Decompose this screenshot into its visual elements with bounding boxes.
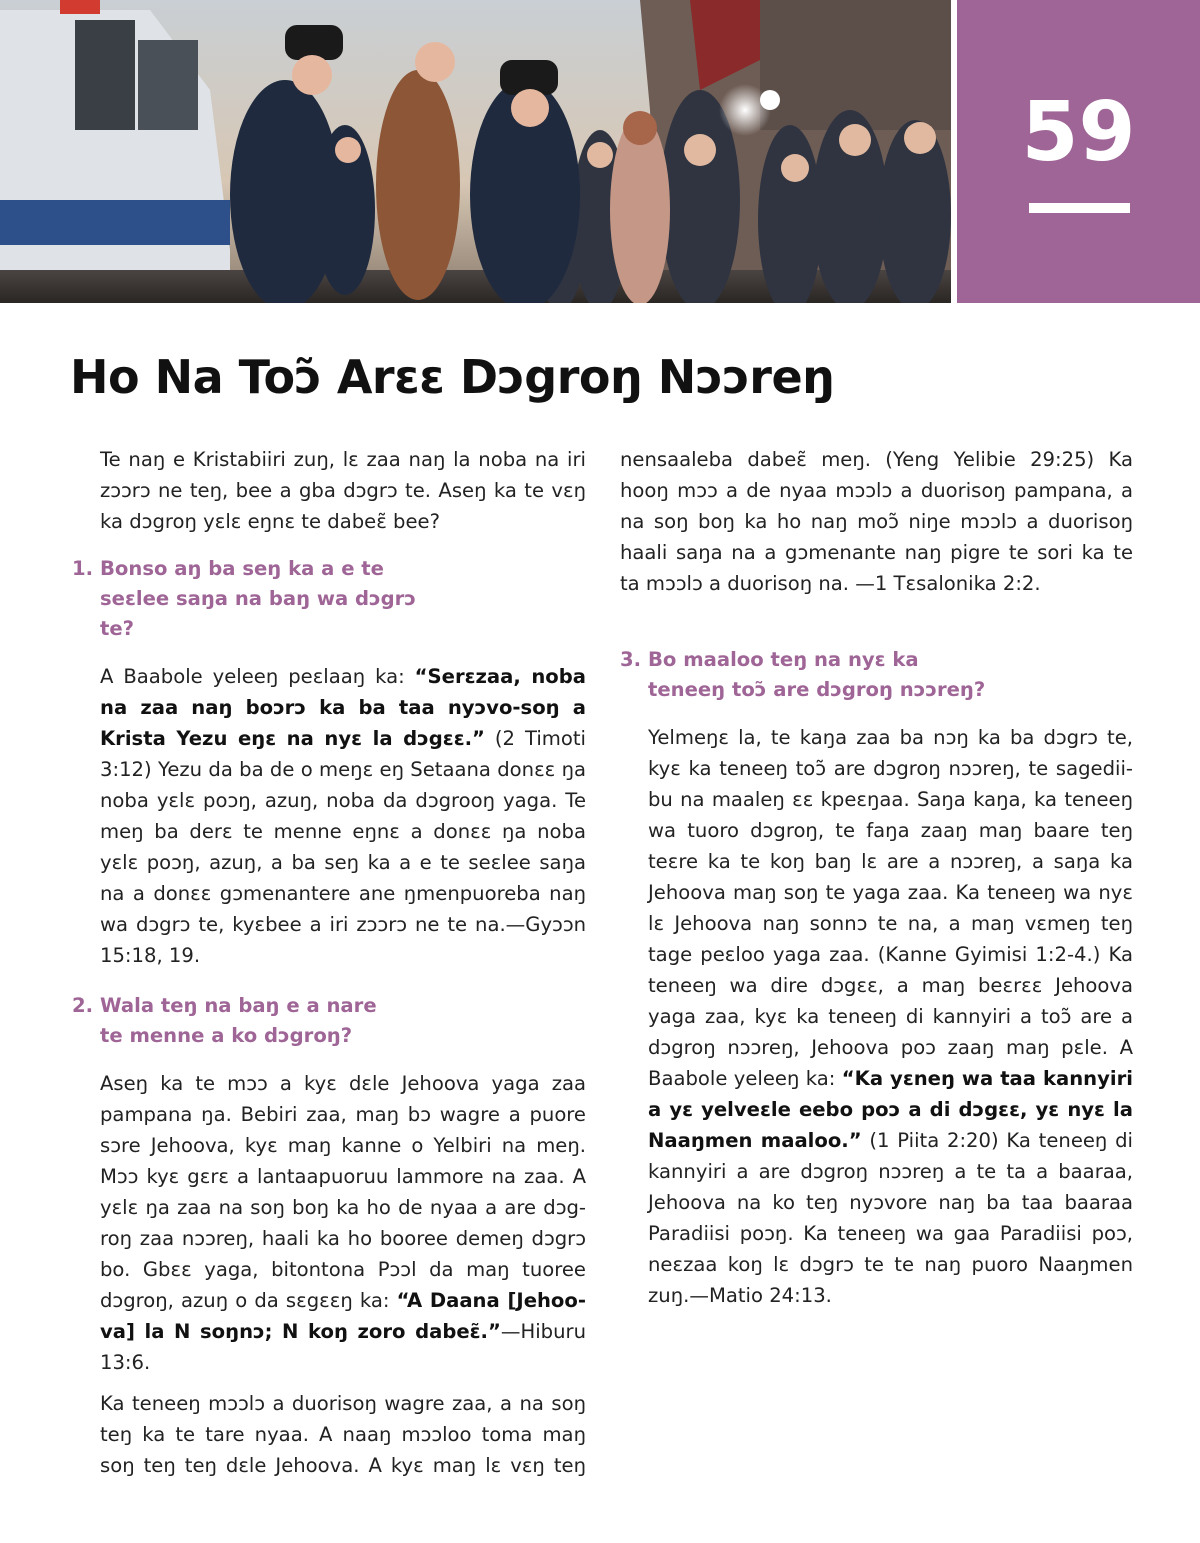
question-3-number: 3. bbox=[620, 648, 642, 671]
section-1-scripture-quote: “Serɛzaa, noba na zaa naŋ boɔrɔ ka ba taa nyɔvo-soŋ a Krista Yezu eŋɛ na nyɛ la dɔgɛɛ.” bbox=[100, 665, 586, 750]
hero-photo-illustration bbox=[0, 0, 951, 303]
question-3-text: Bo maaloo teŋ na nyɛ ka teneeŋ toɔ̃ are dɔgroŋ nɔɔreŋ? bbox=[648, 648, 986, 701]
lesson-number: 59 bbox=[1021, 85, 1136, 180]
section-3-text-b: (1 Piita 2:20) Ka teneeŋ di kannyiri a are dɔgroŋ nɔɔreŋ a te ta a baaraa, Jehoova na ko teŋ nyɔvore naŋ ba taa baaraa Paradiisi poɔŋ. Ka teneeŋ wa gaa Paradiisi poɔ, neɛzaa koŋ lɛ dɔgrɔ te te naŋ puoro Naaŋmen zuŋ.—Matio 24:13. bbox=[648, 1129, 1133, 1307]
question-1-number: 1. bbox=[72, 557, 94, 580]
question-2-text: Wala teŋ na baŋ e a nare te menne a ko dɔgroŋ? bbox=[100, 994, 377, 1047]
section-3-paragraph bbox=[620, 722, 1133, 1311]
section-2-scripture-quote: “A Daana [Jehoova] la N soŋnɔ; N koŋ zoro dabeɛ̃.” bbox=[100, 1289, 586, 1343]
section-1-text-b: (2 Timoti 3:12) Yezu da ba de o meŋɛ eŋ Setaana donɛɛ ŋa noba yɛlɛ poɔŋ, azuŋ, noba da dɔgrooŋ yaga. Te meŋ ba derɛ te menne eŋnɛ a donɛɛ ŋa noba yɛlɛ poɔŋ, azuŋ, a ba seŋ ka a e te seɛlee saŋa na a donɛɛ gɔmenantere ane ŋmenpuoreba naŋ wa dɔgrɔ te, kyɛbee a iri zɔɔrɔ ne te na.—Gyɔɔn 15:18, 19. bbox=[100, 727, 586, 967]
question-2-number: 2. bbox=[72, 994, 94, 1017]
section-2-paragraph-2-continued: nensaaleba dabeɛ̃ meŋ. (Yeng Yelibie 29:25) Ka hooŋ mɔɔ a de nyaa mɔɔlɔ a duorisoŋ pampana, a na soŋ boŋ ka ho naŋ moɔ̃ niŋe mɔɔlɔ a duorisoŋ haali saŋa na a gɔmenante naŋ pigre te sori ka te ta mɔɔlɔ a duorisoŋ na. —1 Tɛsalonika 2:2. bbox=[620, 448, 1133, 595]
section-3-scripture-quote: “Ka yɛneŋ wa taa kannyiri a yɛ yelveɛle eebo poɔ a di dɔgɛɛ, yɛ nyɛ la Naaŋmen maaloo.” bbox=[648, 1067, 1134, 1152]
section-2-paragraph-2: Ka teneeŋ mɔɔlɔ a duorisoŋ wagre zaa, a na soŋ teŋ ka te tare nyaa. A naaŋ mɔɔloo toma maŋ soŋ teŋ teŋ dɛle Jehoova. A kyɛ maŋ lɛ vɛŋ teŋ bbox=[100, 1392, 586, 1477]
section-2-paragraph-2-continued-wrap bbox=[620, 444, 1133, 630]
badge-underline bbox=[1029, 203, 1130, 213]
intro-paragraph: Te naŋ e Kristabiiri zuŋ, lɛ zaa naŋ la noba na iri zɔɔrɔ ne teŋ, bee a gba dɔgrɔ te. Aseŋ ka te vɛŋ ka dɔgroŋ yɛlɛ eŋnɛ te dabeɛ̃ bee? bbox=[100, 448, 586, 533]
section-1-paragraph bbox=[72, 661, 586, 971]
section-2-paragraph bbox=[72, 1068, 586, 1378]
section-2-text-a: Aseŋ ka te mɔɔ a kyɛ dɛle Jehoova yaga zaa pampana ŋa. Bebiri zaa, maŋ bɔ wagre a puore sɔre Jehoova, kyɛ maŋ kanne o Yelbiri na meŋ. Mɔɔ kyɛ gɛrɛ a lantaapuoruu lammore na zaa. A yɛlɛ ŋa zaa na soŋ boŋ ka ho de nyaa a are dɔgroŋ zaa nɔɔreŋ, haali ka ho booree demeŋ dɔgrɔ bo. Gbɛɛ yaga, bitontona Pɔɔl da maŋ tuoree dɔgroŋ, azuŋ o da sɛgɛɛŋ ka: bbox=[100, 1072, 586, 1312]
hero-photo bbox=[0, 0, 951, 303]
right-column bbox=[620, 444, 1133, 1311]
lesson-number-badge bbox=[957, 0, 1200, 303]
question-2 bbox=[72, 991, 586, 1051]
section-3-text-a: Yelmeŋɛ la, te kaŋa zaa ba nɔŋ ka ba dɔgrɔ te, kyɛ ka teneeŋ toɔ̃ are dɔgroŋ nɔɔreŋ, te sagediibu na maaleŋ ɛɛ kpeɛŋaa. Saŋa kaŋa, ka teneeŋ wa tuoro dɔgroŋ, te faŋa zaaŋ maŋ baare teŋ teɛre ka te koŋ baŋ lɛ are a nɔɔreŋ, a saŋa ka Jehoova maŋ soŋ te yaga zaa. Ka teneeŋ wa nyɛ lɛ Jehoova naŋ sonnɔ te na, a maŋ vɛmeŋ teŋ tage peɛloo yaga zaa. (Kanne Gyimisi 1:2-4.) Ka teneeŋ wa dire dɔgɛɛ, a maŋ beɛrɛɛ Jehoova yaga zaa, kyɛ ka teneeŋ di kannyiri a toɔ̃ are a dɔgroŋ nɔɔreŋ, Jehoova poɔ zaaŋ maŋ pɛle. A Baabole yeleeŋ ka: bbox=[648, 726, 1133, 1090]
question-3 bbox=[620, 645, 1133, 705]
question-1 bbox=[72, 554, 586, 644]
page-title: Ho Na Toɔ̃ Arɛɛ Dɔgroŋ Nɔɔreŋ bbox=[70, 350, 835, 404]
section-1-text-a: A Baabole yeleeŋ peɛlaaŋ ka: bbox=[100, 665, 415, 688]
left-column bbox=[72, 444, 586, 1481]
question-1-text: Bonso aŋ ba seŋ ka a e te seɛlee saŋa na baŋ wa dɔgrɔ te? bbox=[100, 557, 416, 640]
section-2-text-b: —Hiburu 13:6. bbox=[100, 1320, 586, 1374]
